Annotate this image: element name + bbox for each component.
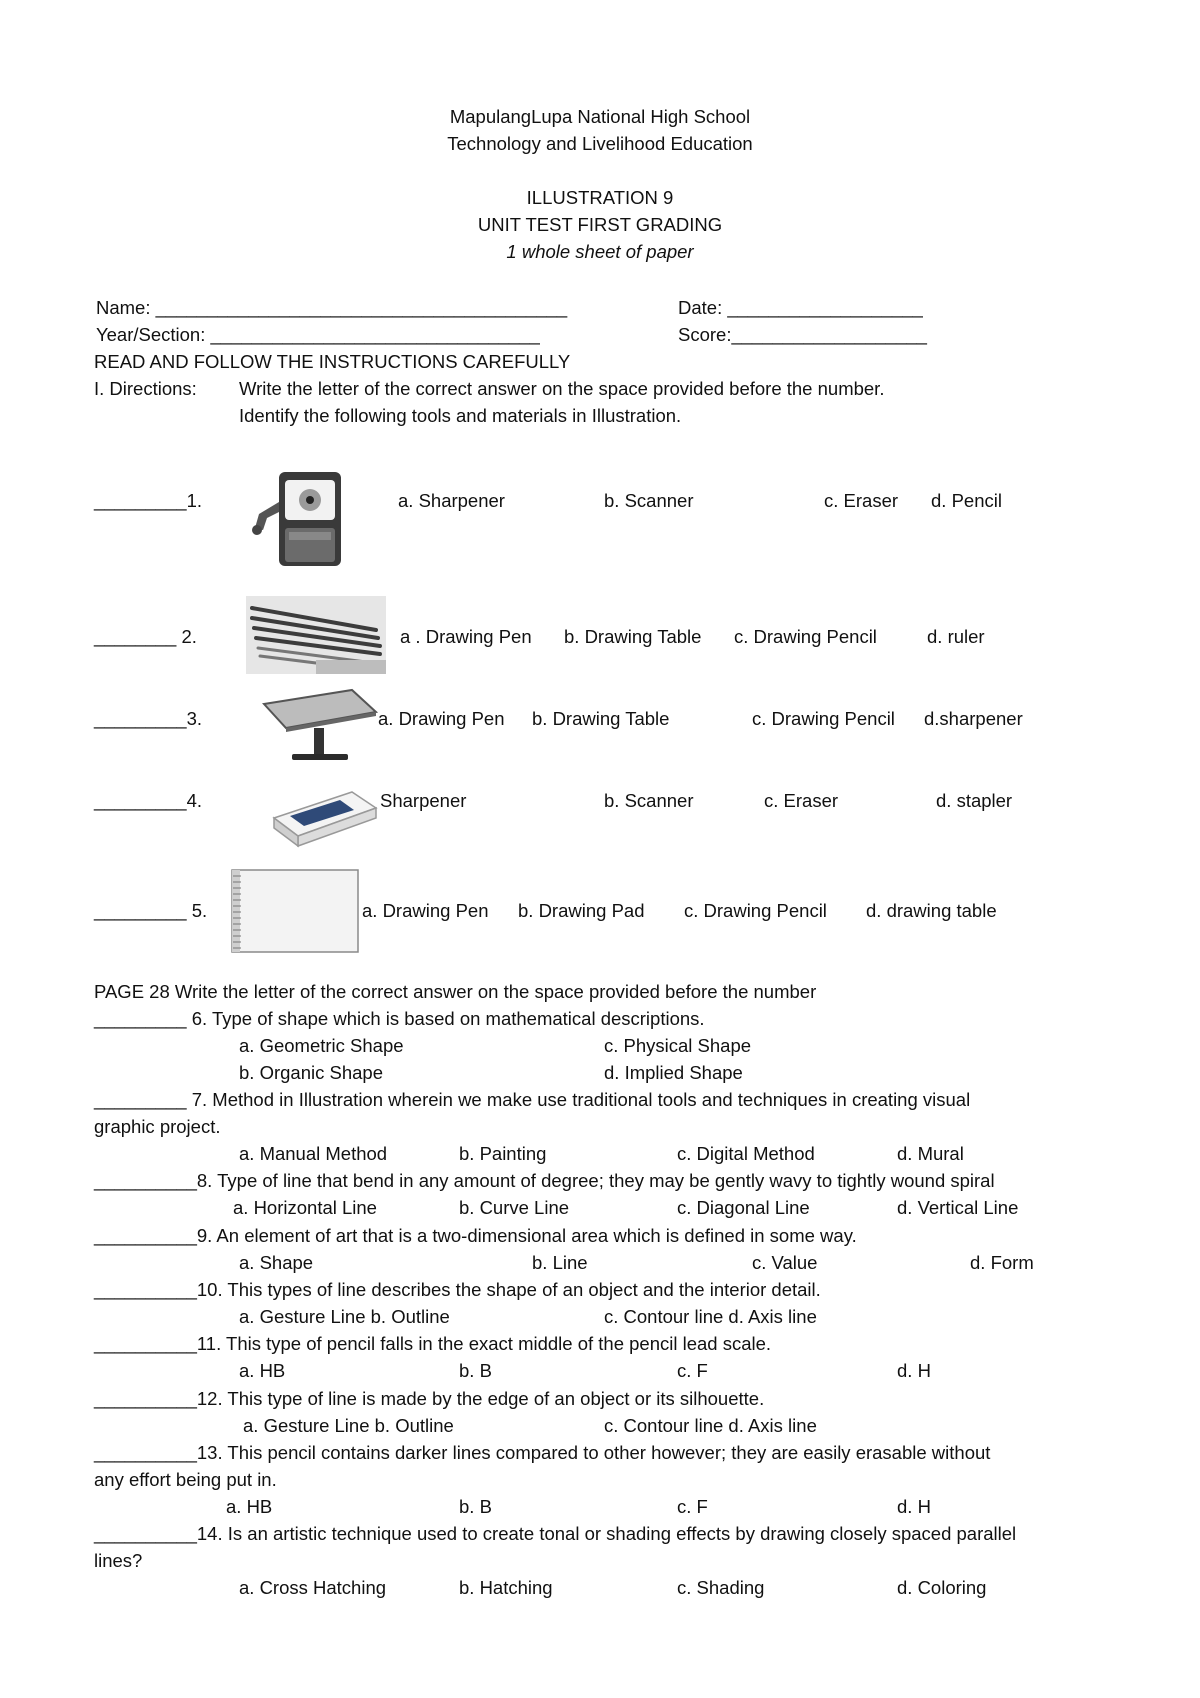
q11-option-c: c. F <box>677 1360 708 1381</box>
q11-option-b: b. B <box>459 1360 492 1381</box>
q7-option-a: a. Manual Method <box>239 1143 388 1164</box>
q13-option-a: a. HB <box>226 1496 273 1517</box>
q6-option-d: d. Implied Shape <box>604 1062 743 1083</box>
item-2-option-c: c. Drawing Pencil <box>734 626 877 647</box>
item-1-option-d: d. Pencil <box>931 490 1002 511</box>
q11-option-a: a. HB <box>239 1360 286 1381</box>
test-title: UNIT TEST FIRST GRADING <box>477 214 723 235</box>
q9-option-c: c. Value <box>752 1252 818 1273</box>
q7-question-cont: graphic project. <box>94 1116 221 1137</box>
q7-option-c: c. Digital Method <box>677 1143 815 1164</box>
item-4-option-c: c. Eraser <box>764 790 839 811</box>
item-4-blank: _________4. <box>94 790 203 811</box>
item-2-blank: ________ 2. <box>94 626 197 647</box>
q8-question: __________8. Type of line that bend in any amount of degree; they may be gently wavy to tightly wound spiral <box>94 1170 995 1191</box>
directions-line-2: Identify the following tools and materials in Illustration. <box>239 405 682 426</box>
item-5-option-d: d. drawing table <box>866 900 997 921</box>
q8-option-d: d. Vertical Line <box>897 1197 1019 1218</box>
item-3-option-b: b. Drawing Table <box>532 708 670 729</box>
item-2-option-b: b. Drawing Table <box>564 626 702 647</box>
q10-options-ab: a. Gesture Line b. Outline <box>239 1306 450 1327</box>
item-5-blank: _________ 5. <box>94 900 208 921</box>
item-3-option-d: d.sharpener <box>924 708 1023 729</box>
q10-question: __________10. This types of line describes the shape of an object and the interior detail. <box>94 1279 821 1300</box>
item-2-option-d: d. ruler <box>927 626 985 647</box>
item-4-option-a: Sharpener <box>380 790 467 811</box>
q14-option-a: a. Cross Hatching <box>239 1577 387 1598</box>
drawing-pad-image <box>230 868 360 954</box>
item-2-option-a: a . Drawing Pen <box>400 626 532 647</box>
q11-option-d: d. H <box>897 1360 931 1381</box>
q9-option-a: a. Shape <box>239 1252 314 1273</box>
q6-option-a: a. Geometric Shape <box>239 1035 404 1056</box>
item-1-blank: _________1. <box>94 490 203 511</box>
q9-option-b: b. Line <box>532 1252 588 1273</box>
q6-question: _________ 6. Type of shape which is based on mathematical descriptions. <box>94 1008 705 1029</box>
q7-question: _________ 7. Method in Illustration wherein we make use traditional tools and techniques in creating visual <box>94 1089 971 1110</box>
drawing-table-image <box>258 682 378 766</box>
q12-question: __________12. This type of line is made by the edge of an object or its silhouette. <box>94 1388 765 1409</box>
q8-option-b: b. Curve Line <box>459 1197 570 1218</box>
q14-option-c: c. Shading <box>677 1577 765 1598</box>
q8-option-a: a. Horizontal Line <box>233 1197 377 1218</box>
item-4-option-b: b. Scanner <box>604 790 694 811</box>
item-3-option-a: a. Drawing Pen <box>378 708 505 729</box>
q12-options-cd: c. Contour line d. Axis line <box>604 1415 817 1436</box>
q6-option-c: c. Physical Shape <box>604 1035 752 1056</box>
q12-options-ab: a. Gesture Line b. Outline <box>243 1415 454 1436</box>
date-field: Date: ___________________ <box>678 297 923 318</box>
year-section-field: Year/Section: ________________________________ <box>96 324 540 345</box>
name-field: Name: ________________________________________ <box>96 297 568 318</box>
q7-option-d: d. Mural <box>897 1143 964 1164</box>
directions-line-1: Write the letter of the correct answer on the space provided before the number. <box>239 378 885 399</box>
q14-option-b: b. Hatching <box>459 1577 553 1598</box>
drawing-pencils-image <box>246 596 386 674</box>
q14-option-d: d. Coloring <box>897 1577 987 1598</box>
subject-title: ILLUSTRATION 9 <box>526 187 674 208</box>
score-field: Score:___________________ <box>678 324 927 345</box>
q10-options-cd: c. Contour line d. Axis line <box>604 1306 817 1327</box>
q6-option-b: b. Organic Shape <box>239 1062 383 1083</box>
q9-question: __________9. An element of art that is a two-dimensional area which is defined in some way. <box>94 1225 857 1246</box>
instructions: READ AND FOLLOW THE INSTRUCTIONS CAREFULLY <box>94 351 571 372</box>
item-3-blank: _________3. <box>94 708 203 729</box>
pencil-sharpener-image <box>245 462 365 572</box>
part2-heading: PAGE 28 Write the letter of the correct answer on the space provided before the number <box>94 981 817 1002</box>
paper-note: 1 whole sheet of paper <box>506 241 694 262</box>
directions-label: I. Directions: <box>94 378 197 399</box>
q13-question-cont: any effort being put in. <box>94 1469 277 1490</box>
q8-option-c: c. Diagonal Line <box>677 1197 810 1218</box>
q13-option-d: d. H <box>897 1496 931 1517</box>
q11-question: __________11. This type of pencil falls in the exact middle of the pencil lead scale. <box>94 1333 772 1354</box>
q13-option-c: c. F <box>677 1496 708 1517</box>
q7-option-b: b. Painting <box>459 1143 547 1164</box>
q14-question-cont: lines? <box>94 1550 143 1571</box>
eraser-image <box>270 778 380 850</box>
department: Technology and Livelihood Education <box>447 133 753 154</box>
item-5-option-b: b. Drawing Pad <box>518 900 645 921</box>
item-5-option-a: a. Drawing Pen <box>362 900 489 921</box>
item-4-option-d: d. stapler <box>936 790 1013 811</box>
item-1-option-a: a. Sharpener <box>398 490 505 511</box>
q13-option-b: b. B <box>459 1496 492 1517</box>
item-1-option-b: b. Scanner <box>604 490 694 511</box>
item-5-option-c: c. Drawing Pencil <box>684 900 827 921</box>
item-3-option-c: c. Drawing Pencil <box>752 708 895 729</box>
item-1-option-c: c. Eraser <box>824 490 899 511</box>
q9-option-d: d. Form <box>970 1252 1034 1273</box>
q13-question: __________13. This pencil contains darker lines compared to other however; they are easily erasable without <box>94 1442 991 1463</box>
school-name: MapulangLupa National High School <box>449 106 751 127</box>
q14-question: __________14. Is an artistic technique used to create tonal or shading effects by drawing closely spaced parallel <box>94 1523 1017 1544</box>
